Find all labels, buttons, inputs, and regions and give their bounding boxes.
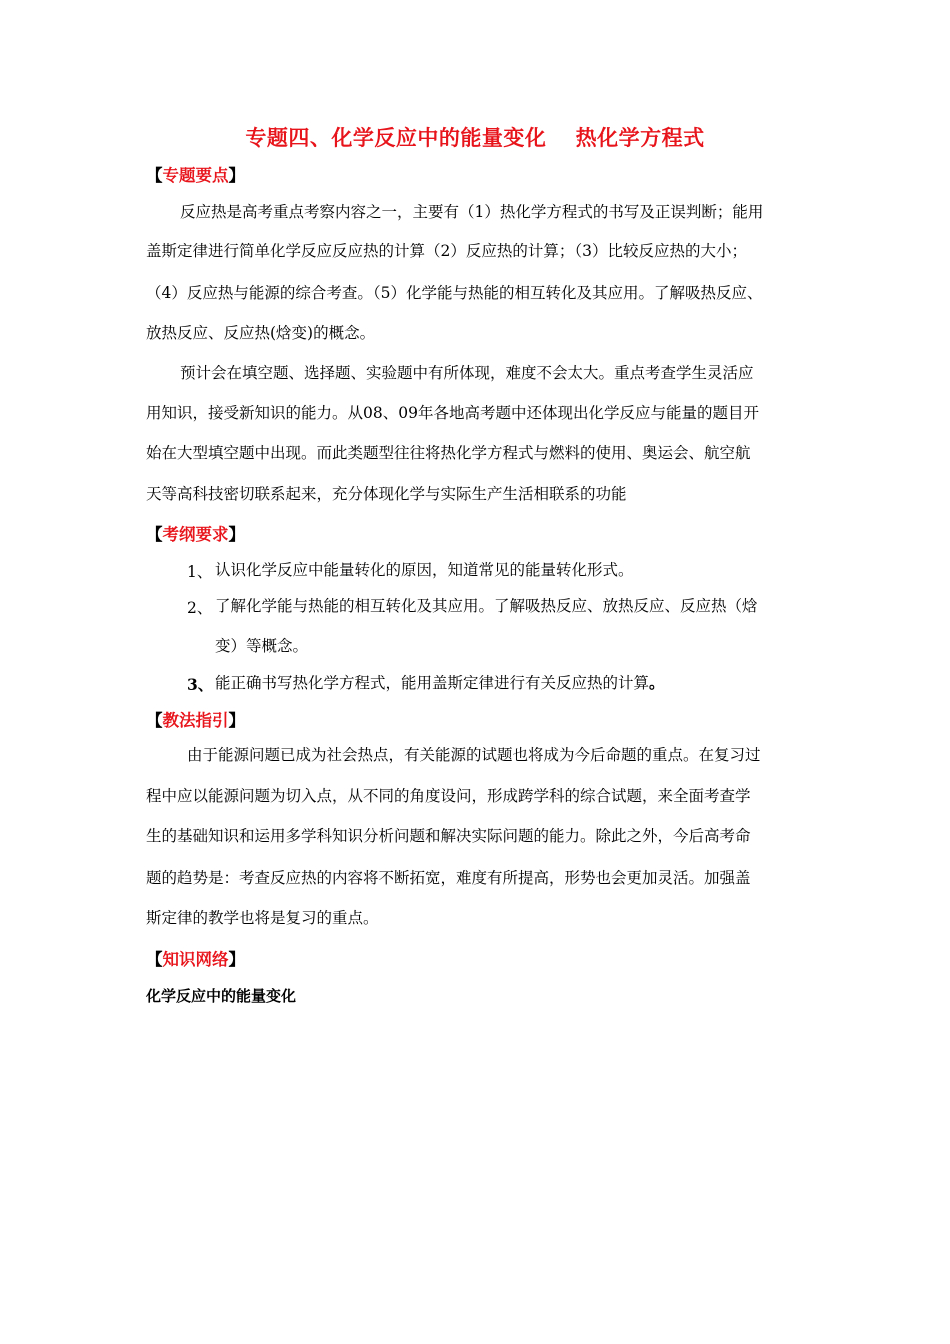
bracket-open: 【	[146, 166, 163, 185]
paragraph-line: 题的趋势是：考查反应热的内容将不断拓宽，难度有所提高，形势也会更加灵活。加强盖	[146, 869, 751, 887]
paragraph-line: 预计会在填空题、选择题、实验题中有所体现，难度不会太大。重点考查学生灵活应	[180, 364, 754, 382]
section-heading-teaching	[146, 707, 245, 731]
section-label: 教法指引	[162, 711, 229, 730]
requirement-number: 2、	[187, 599, 213, 617]
paragraph-line: 始在大型填空题中出现。而此类题型往往将热化学方程式与燃料的使用、奥运会、航空航	[146, 444, 751, 462]
requirement-text-end: 。	[649, 673, 665, 692]
section-label: 考纲要求	[162, 525, 229, 544]
paragraph-line: 用知识，接受新知识的能力。从08、09年各地高考题中还体现出化学反应与能量的题目开	[146, 404, 759, 422]
requirement-text-main: 能正确书写热化学方程式，能用盖斯定律进行有关反应热的计算	[215, 674, 650, 692]
bracket-close: 】	[228, 166, 245, 185]
section-heading-syllabus	[146, 521, 245, 545]
requirement-text: 变）等概念。	[215, 637, 309, 655]
page-title: 专题四、化学反应中的能量变化 热化学方程式	[245, 126, 705, 150]
paragraph-line: 斯定律的教学也将是复习的重点。	[146, 909, 379, 927]
requirement-text: 认识化学反应中能量转化的原因，知道常见的能量转化形式。	[215, 561, 634, 579]
paragraph-line: （4）反应热与能源的综合考查。（5）化学能与热能的相互转化及其应用。了解吸热反应、	[146, 284, 763, 302]
paragraph-line: 生的基础知识和运用多学科知识分析问题和解决实际问题的能力。除此之外，今后高考命	[146, 827, 751, 845]
knowledge-subheading: 化学反应中的能量变化	[146, 987, 297, 1005]
bracket-close: 】	[228, 525, 245, 544]
paragraph-line: 由于能源问题已成为社会热点，有关能源的试题也将成为今后命题的重点。在复习过	[187, 746, 761, 764]
bracket-close: 】	[228, 950, 245, 969]
bracket-open: 【	[146, 950, 163, 969]
bracket-open: 【	[146, 711, 163, 730]
bracket-close: 】	[228, 711, 245, 730]
section-heading-key-points	[146, 162, 245, 186]
requirement-text	[215, 673, 665, 693]
requirement-number: 1、	[187, 563, 213, 581]
requirement-number: 3、	[187, 675, 214, 694]
section-heading-knowledge	[146, 946, 245, 970]
requirement-text: 了解化学能与热能的相互转化及其应用。了解吸热反应、放热反应、反应热（焓	[215, 597, 758, 615]
paragraph-line: 程中应以能源问题为切入点，从不同的角度设问，形成跨学科的综合试题，来全面考查学	[146, 787, 751, 805]
section-label: 专题要点	[162, 166, 229, 185]
bracket-open: 【	[146, 525, 163, 544]
paragraph-line: 放热反应、反应热(焓变)的概念。	[146, 324, 376, 342]
paragraph-line: 盖斯定律进行简单化学反应反应热的计算（2）反应热的计算；（3）比较反应热的大小；	[146, 242, 747, 260]
paragraph-line: 反应热是高考重点考察内容之一，主要有（1）热化学方程式的书写及正误判断；能用	[180, 203, 764, 221]
paragraph-line: 天等高科技密切联系起来，充分体现化学与实际生产生活相联系的功能	[146, 485, 627, 503]
section-label: 知识网络	[162, 950, 229, 969]
